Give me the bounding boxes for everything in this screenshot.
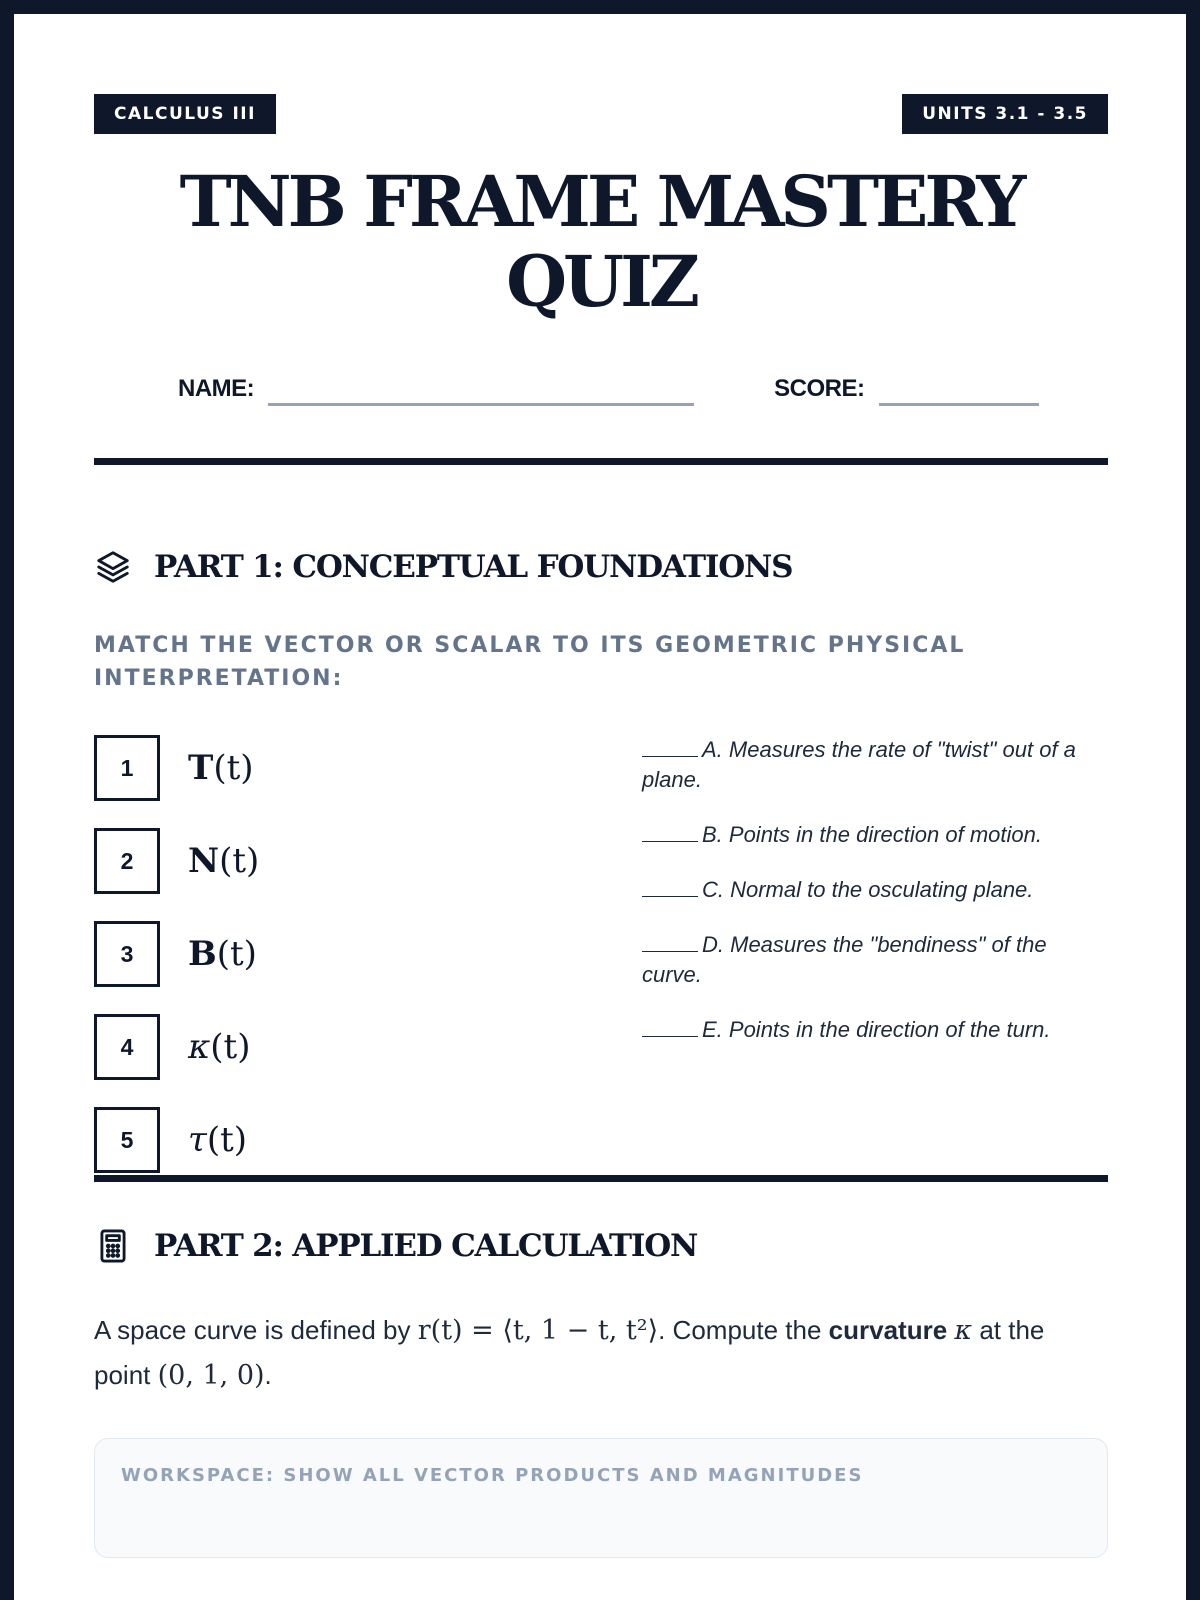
quiz-title <box>94 162 1108 322</box>
term-letter: T <box>188 748 214 788</box>
definition-item <box>642 820 1102 850</box>
term-symbol <box>188 1027 251 1067</box>
part2-heading <box>94 1226 1108 1266</box>
definition-text: A. Measures the rate of "twist" out of a plane. <box>642 737 1076 792</box>
problem-prefix: A space curve is defined by <box>94 1315 418 1345</box>
name-label: NAME: <box>178 375 255 402</box>
term-item <box>94 1107 259 1173</box>
terms-column <box>94 735 259 1200</box>
term-symbol <box>188 841 259 881</box>
answer-blank[interactable] <box>642 822 698 842</box>
term-symbol <box>188 1120 247 1160</box>
score-field[interactable] <box>879 376 1039 406</box>
term-arg: (t) <box>216 934 257 974</box>
term-letter: B <box>188 934 217 974</box>
part1-title: PART 1: CONCEPTUAL FOUNDATIONS <box>154 549 793 585</box>
term-number-box: 2 <box>94 828 160 894</box>
workspace-label: WORKSPACE: SHOW ALL VECTOR PRODUCTS AND MAGNITUDES <box>121 1465 864 1486</box>
part2-title: PART 2: APPLIED CALCULATION <box>154 1228 698 1264</box>
term-arg: (t) <box>219 841 260 881</box>
term-arg: (t) <box>206 1120 248 1160</box>
calculator-icon <box>94 1226 134 1266</box>
course-tag: CALCULUS III <box>94 94 276 134</box>
answer-blank[interactable] <box>642 877 698 897</box>
problem-statement <box>94 1308 1094 1398</box>
term-arg: (t) <box>210 1027 251 1067</box>
layers-icon <box>94 547 134 587</box>
term-number-box: 4 <box>94 1014 160 1080</box>
title-line-2: QUIZ <box>506 240 696 323</box>
score-label: SCORE: <box>774 375 865 402</box>
problem-mid: . Compute the <box>658 1315 829 1345</box>
term-item <box>94 735 259 801</box>
workspace-box[interactable] <box>94 1438 1108 1558</box>
answer-blank[interactable] <box>642 932 698 952</box>
definition-item <box>642 875 1102 905</box>
answer-blank[interactable] <box>642 1017 698 1037</box>
term-item <box>94 1014 259 1080</box>
header-divider <box>94 458 1108 465</box>
term-letter: τ <box>188 1120 207 1160</box>
matching-area <box>94 735 1108 1175</box>
definition-text: D. Measures the "bendiness" of the curve. <box>642 932 1047 987</box>
term-number-box: 5 <box>94 1107 160 1173</box>
answer-blank[interactable] <box>642 737 698 757</box>
definition-text: E. Points in the direction of the turn. <box>702 1017 1051 1042</box>
header-tags <box>94 94 1108 134</box>
problem-after: at the point <box>94 1315 1045 1390</box>
term-symbol <box>188 934 257 974</box>
definitions-column <box>642 735 1102 1070</box>
part1-heading <box>94 547 1108 587</box>
definition-item <box>642 1015 1102 1045</box>
term-letter: κ <box>188 1027 211 1067</box>
quiz-content <box>94 94 1108 1558</box>
name-field[interactable] <box>268 376 694 406</box>
term-number-box: 3 <box>94 921 160 987</box>
problem-end: . <box>264 1360 272 1390</box>
definition-text: B. Points in the direction of motion. <box>702 822 1042 847</box>
definition-item <box>642 930 1102 990</box>
units-tag: UNITS 3.1 - 3.5 <box>902 94 1108 134</box>
term-item <box>94 828 259 894</box>
student-fields <box>94 368 1108 406</box>
part1-instruction: MATCH THE VECTOR OR SCALAR TO ITS GEOMETRIC PHYSICAL INTERPRETATION: <box>94 633 966 691</box>
definition-text: C. Normal to the osculating plane. <box>702 877 1034 902</box>
definition-item <box>642 735 1102 795</box>
curve-equation: r(t) = ⟨t, 1 − t, t²⟩ <box>417 1315 659 1346</box>
quiz-page <box>14 14 1186 1600</box>
title-line-1: TNB FRAME MASTERY <box>179 160 1023 243</box>
term-item <box>94 921 259 987</box>
term-letter: N <box>188 841 220 881</box>
term-symbol <box>188 748 254 788</box>
term-arg: (t) <box>213 748 254 788</box>
curvature-term: curvature <box>828 1315 948 1345</box>
term-number-box: 1 <box>94 735 160 801</box>
kappa-symbol: κ <box>954 1315 973 1346</box>
point-coordinates: (0, 1, 0) <box>157 1360 265 1391</box>
